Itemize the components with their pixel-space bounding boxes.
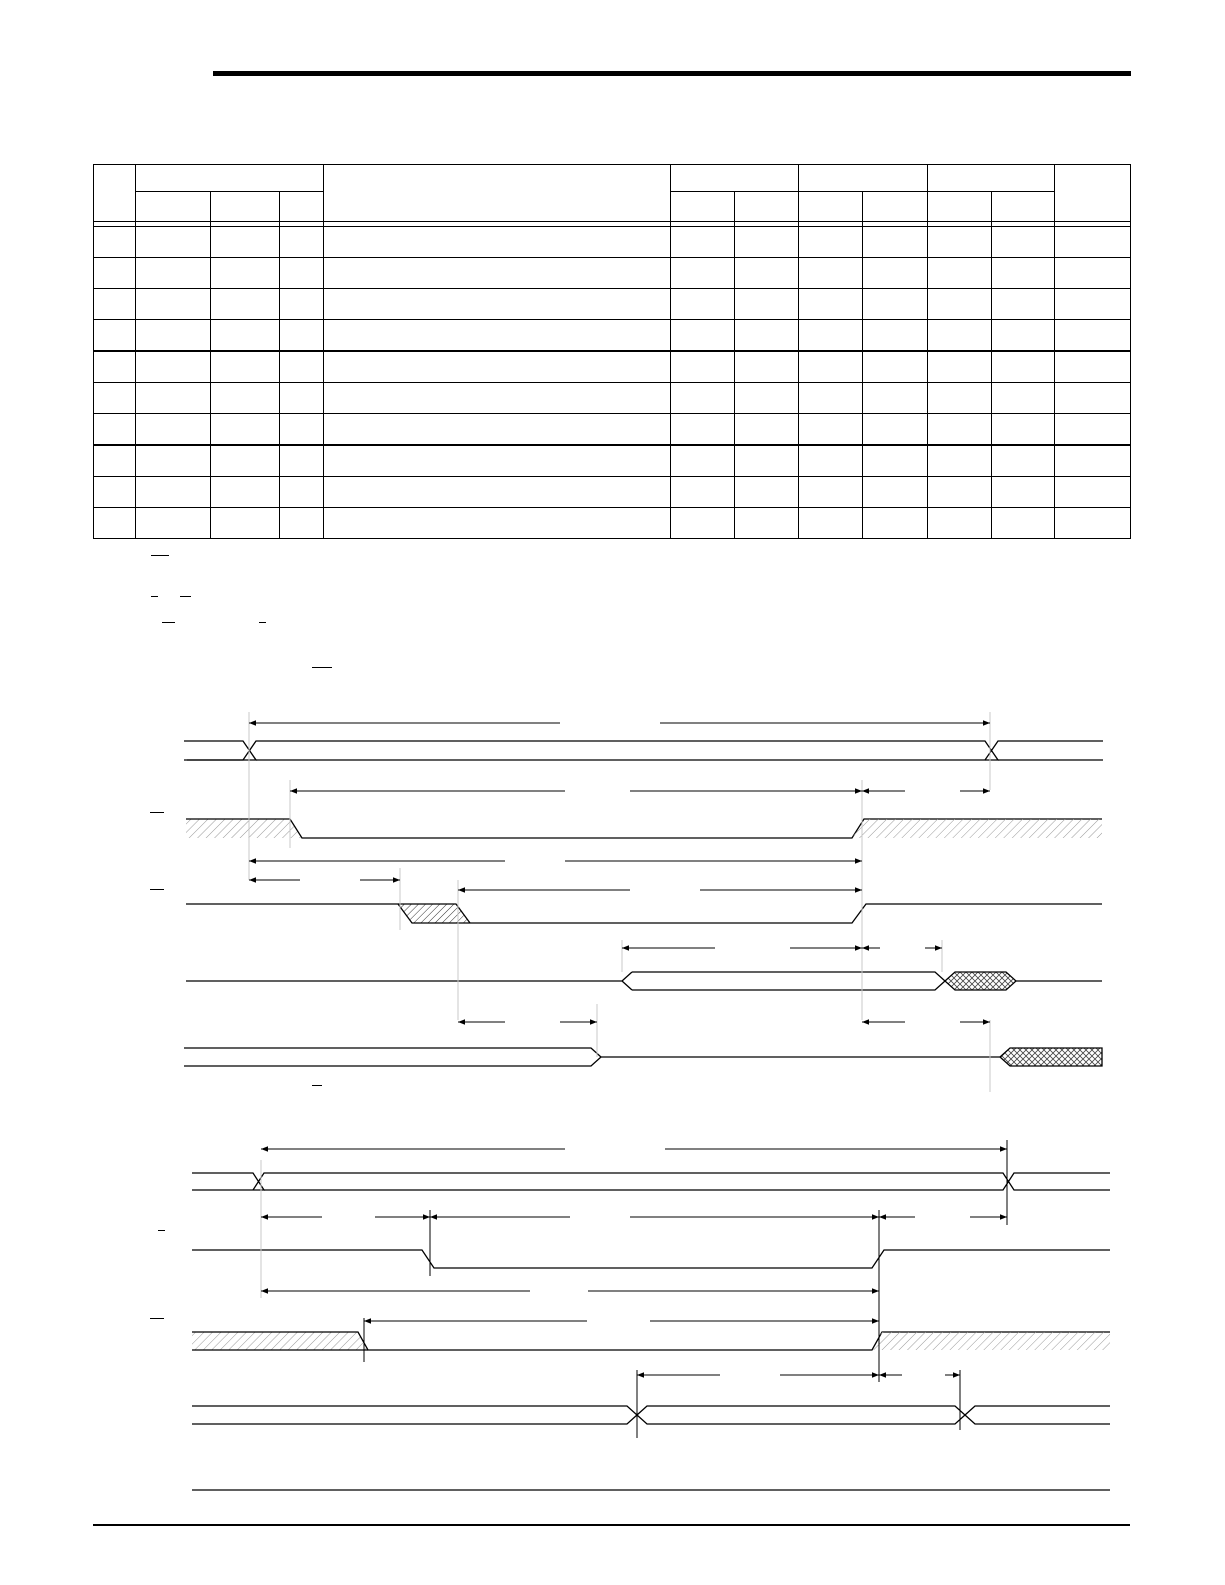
data-signal	[186, 972, 632, 990]
data-signal	[637, 1406, 965, 1424]
undefined-region	[945, 972, 1016, 990]
invalid-region	[872, 1332, 1110, 1350]
bus-signal	[264, 1173, 1110, 1190]
transition-region	[398, 904, 470, 923]
control-signal	[186, 904, 1102, 923]
data-signal	[965, 1406, 1110, 1424]
bus-signal	[184, 741, 998, 760]
data-signal	[184, 1048, 601, 1066]
undefined-region	[1000, 1048, 1102, 1066]
bus-signal	[253, 1173, 1110, 1190]
data-signal	[192, 1406, 637, 1424]
data-signal	[632, 972, 945, 990]
bus-signal	[256, 741, 1103, 760]
invalid-region	[192, 1332, 368, 1350]
control-signal	[192, 1250, 1110, 1268]
read-cycle-timing-diagram	[184, 712, 1103, 1092]
invalid-region	[186, 819, 302, 838]
invalid-region	[852, 819, 1102, 838]
bus-signal	[192, 1173, 264, 1190]
write-cycle-timing-diagram	[192, 1140, 1110, 1490]
